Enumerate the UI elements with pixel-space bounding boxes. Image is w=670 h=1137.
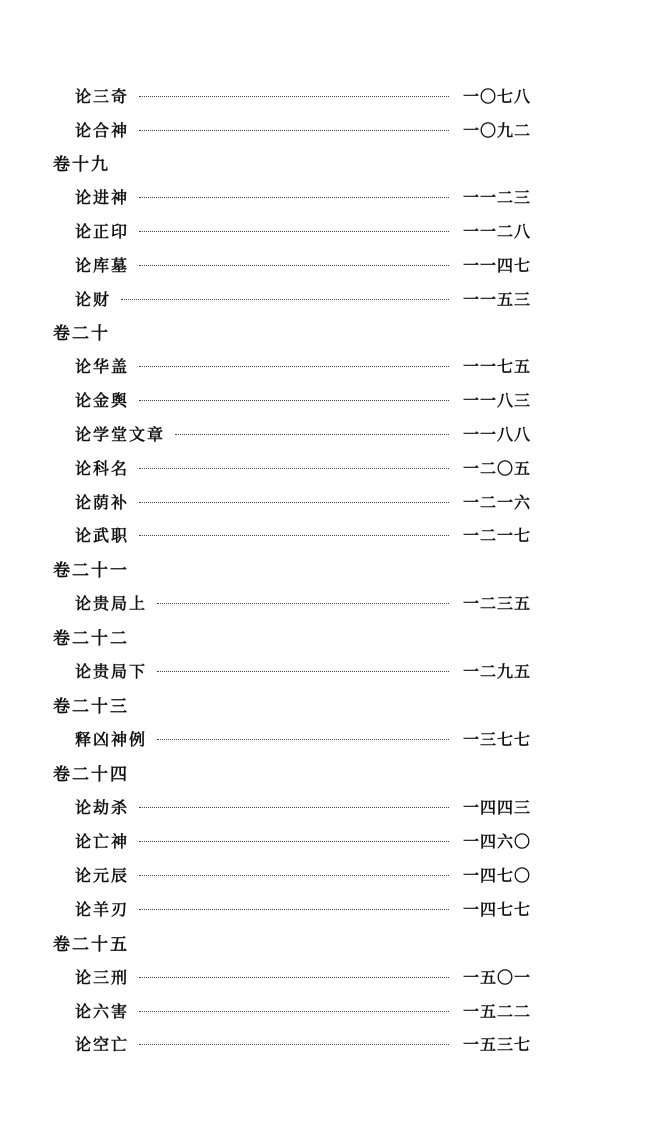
toc-entry-title: 论亡神 bbox=[75, 831, 130, 851]
dot-leader bbox=[139, 977, 449, 978]
toc-entry-title: 论六害 bbox=[75, 1001, 130, 1021]
toc-entry[interactable] bbox=[75, 520, 540, 548]
volume-title: 卷二十三 bbox=[53, 696, 129, 717]
toc-page-number: 一一二八 bbox=[463, 221, 532, 241]
toc-page-number: 一二一六 bbox=[463, 492, 532, 512]
toc-entry-title: 释凶神例 bbox=[75, 729, 148, 749]
toc-entry-title: 论正印 bbox=[75, 221, 130, 241]
toc-page-number: 一四七〇 bbox=[463, 865, 532, 885]
toc-entry-title: 论元辰 bbox=[75, 865, 130, 885]
toc-entry[interactable] bbox=[75, 826, 540, 854]
dot-leader bbox=[175, 434, 449, 435]
toc-page-number: 一一八八 bbox=[463, 424, 532, 444]
toc-page-number: 一二三五 bbox=[463, 593, 532, 613]
toc-entry[interactable] bbox=[75, 284, 540, 312]
toc-page-number: 一三七七 bbox=[463, 729, 532, 749]
dot-leader bbox=[139, 130, 449, 131]
toc-entry[interactable] bbox=[75, 216, 540, 244]
toc-entry-title: 论三刑 bbox=[75, 967, 130, 987]
toc-volume-heading bbox=[53, 622, 353, 650]
toc-entry-title: 论金舆 bbox=[75, 390, 130, 410]
toc-entry-title: 论财 bbox=[75, 289, 112, 309]
toc-page-number: 一五三七 bbox=[463, 1034, 532, 1054]
toc-entry[interactable] bbox=[75, 182, 540, 210]
dot-leader bbox=[121, 299, 449, 300]
toc-page-number: 一二九五 bbox=[463, 661, 532, 681]
toc-page-number: 一五二二 bbox=[463, 1001, 532, 1021]
toc-page-number: 一一八三 bbox=[463, 390, 532, 410]
dot-leader bbox=[139, 1044, 449, 1045]
toc-entry[interactable] bbox=[75, 894, 540, 922]
toc-entry-title: 论科名 bbox=[75, 458, 130, 478]
toc-entry[interactable] bbox=[75, 115, 540, 143]
dot-leader bbox=[139, 96, 449, 97]
toc-entry-title: 论三奇 bbox=[75, 86, 130, 106]
toc-entry[interactable] bbox=[75, 792, 540, 820]
toc-entry[interactable] bbox=[75, 487, 540, 515]
toc-entry-title: 论空亡 bbox=[75, 1034, 130, 1054]
toc-entry-title: 论库墓 bbox=[75, 255, 130, 275]
toc-volume-heading bbox=[53, 317, 353, 345]
toc-entry-title: 论劫杀 bbox=[75, 797, 130, 817]
volume-title: 卷二十二 bbox=[53, 628, 129, 649]
toc-page-number: 一二〇五 bbox=[463, 458, 532, 478]
toc-entry[interactable] bbox=[75, 453, 540, 481]
toc-entry-title: 论羊刃 bbox=[75, 899, 130, 919]
toc-page-number: 一四四三 bbox=[463, 797, 532, 817]
toc-page-number: 一四六〇 bbox=[463, 831, 532, 851]
toc-entry-title: 论荫补 bbox=[75, 492, 130, 512]
toc-page-number: 一四七七 bbox=[463, 899, 532, 919]
toc-volume-heading bbox=[53, 554, 353, 582]
toc-page-number: 一〇九二 bbox=[463, 120, 532, 140]
toc-entry-title: 论武职 bbox=[75, 525, 130, 545]
toc-entry[interactable] bbox=[75, 385, 540, 413]
dot-leader bbox=[139, 841, 449, 842]
toc-entry[interactable] bbox=[75, 588, 540, 616]
dot-leader bbox=[139, 197, 449, 198]
toc-volume-heading bbox=[53, 758, 353, 786]
toc-entry-title: 论学堂文章 bbox=[75, 424, 166, 444]
toc-page-number: 一五〇一 bbox=[463, 967, 532, 987]
toc-page-number: 一一四七 bbox=[463, 255, 532, 275]
toc-entry-title: 论华盖 bbox=[75, 356, 130, 376]
toc-entry[interactable] bbox=[75, 1029, 540, 1057]
volume-title: 卷二十一 bbox=[53, 560, 129, 581]
toc-page-number: 一二一七 bbox=[463, 525, 532, 545]
toc-entry[interactable] bbox=[75, 962, 540, 990]
toc-entry[interactable] bbox=[75, 351, 540, 379]
toc-page-number: 一一七五 bbox=[463, 356, 532, 376]
dot-leader bbox=[139, 535, 449, 536]
toc-entry[interactable] bbox=[75, 656, 540, 684]
toc-entry[interactable] bbox=[75, 860, 540, 888]
toc-volume-heading bbox=[53, 928, 353, 956]
toc-entry-title: 论合神 bbox=[75, 120, 130, 140]
toc-volume-heading bbox=[53, 690, 353, 718]
volume-title: 卷十九 bbox=[53, 154, 110, 175]
dot-leader bbox=[139, 875, 449, 876]
dot-leader bbox=[139, 1011, 449, 1012]
dot-leader bbox=[157, 603, 449, 604]
toc-volume-heading bbox=[53, 148, 353, 176]
dot-leader bbox=[139, 265, 449, 266]
volume-title: 卷二十四 bbox=[53, 764, 129, 785]
toc-entry[interactable] bbox=[75, 996, 540, 1024]
toc-entry[interactable] bbox=[75, 81, 540, 109]
volume-title: 卷二十五 bbox=[53, 934, 129, 955]
toc-entry[interactable] bbox=[75, 419, 540, 447]
toc-entry-title: 论贵局下 bbox=[75, 661, 148, 681]
dot-leader bbox=[157, 739, 449, 740]
toc-page-number: 一一五三 bbox=[463, 289, 532, 309]
toc-page-number: 一〇七八 bbox=[463, 86, 532, 106]
dot-leader bbox=[139, 231, 449, 232]
dot-leader bbox=[157, 671, 449, 672]
dot-leader bbox=[139, 909, 449, 910]
dot-leader bbox=[139, 468, 449, 469]
dot-leader bbox=[139, 400, 449, 401]
volume-title: 卷二十 bbox=[53, 323, 110, 344]
toc-entry[interactable] bbox=[75, 250, 540, 278]
dot-leader bbox=[139, 502, 449, 503]
dot-leader bbox=[139, 366, 449, 367]
toc-entry[interactable] bbox=[75, 724, 540, 752]
toc-entry-title: 论进神 bbox=[75, 187, 130, 207]
toc-page-number: 一一二三 bbox=[463, 187, 532, 207]
toc-entry-title: 论贵局上 bbox=[75, 593, 148, 613]
dot-leader bbox=[139, 807, 449, 808]
